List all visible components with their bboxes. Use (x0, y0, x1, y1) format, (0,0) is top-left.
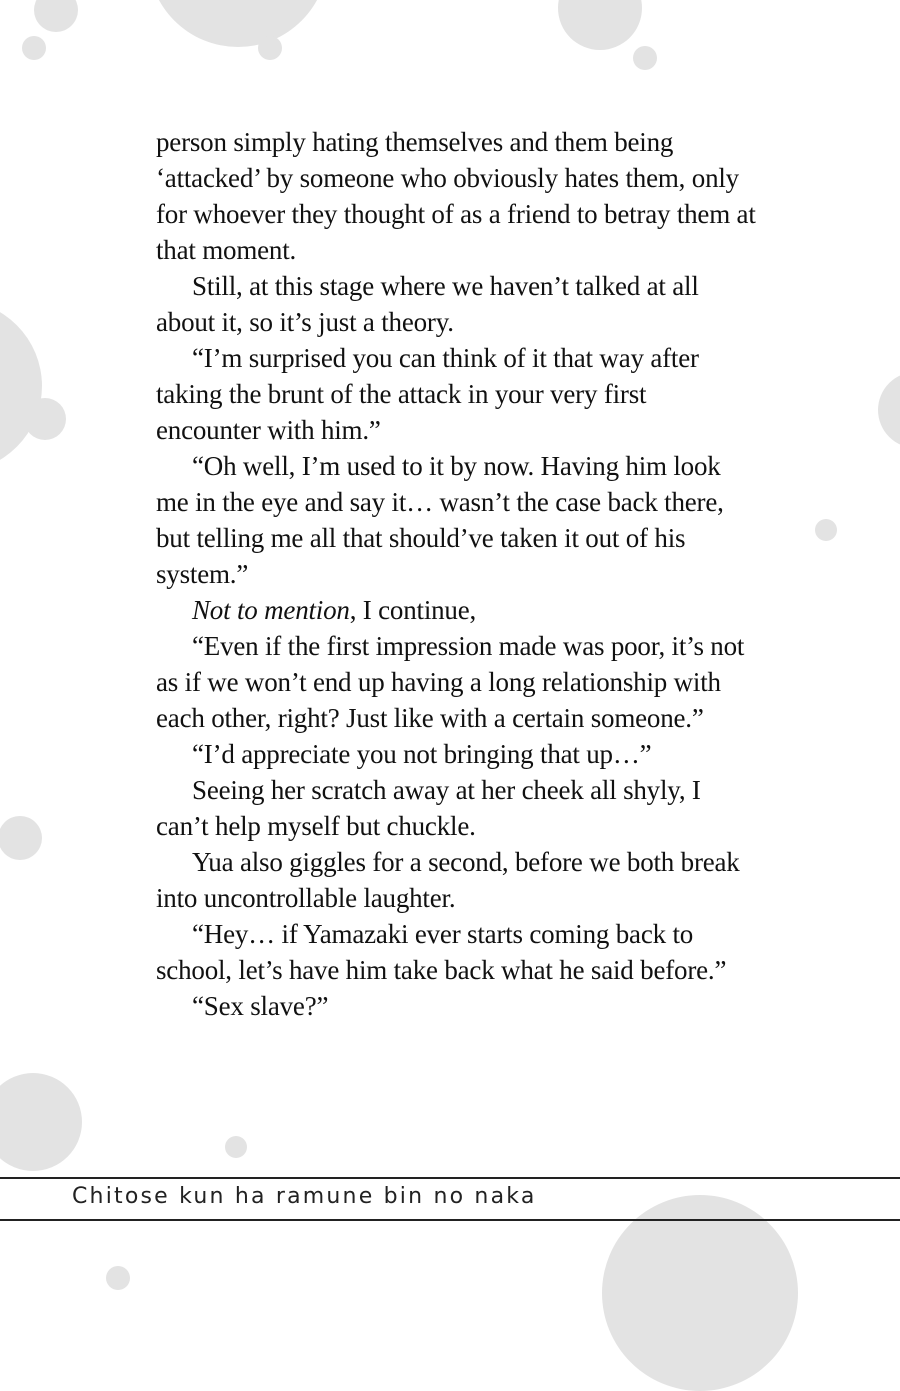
italic-phrase: Not to mention (192, 595, 350, 625)
paragraph: Still, at this stage where we haven’t talked at all about it, so it’s just a theory. (156, 271, 699, 337)
paragraph: person simply hating themselves and them being ‘attacked’ by someone who obviously hates them, only for whoever they thought of as a friend to betray them at that moment. (156, 127, 756, 265)
paragraph: “Even if the first impression made was poor, it’s not as if we won’t end up having a long relationship with each other, right? Just like with a certain someone.” (156, 631, 745, 733)
paragraph: “Hey… if Yamazaki ever starts coming back to school, let’s have him take back what he said before.” (156, 919, 727, 985)
footer-title: Chitose kun ha ramune bin no naka (72, 1184, 537, 1209)
paragraph (156, 592, 756, 628)
decorative-circle (24, 398, 66, 440)
decorative-circle (225, 1136, 247, 1158)
page-text (156, 124, 756, 1024)
footer-top-rule (0, 1177, 900, 1179)
decorative-circle (0, 1073, 82, 1171)
decorative-circle (0, 816, 42, 860)
paragraph-rest: , I continue, (349, 595, 477, 625)
paragraph: “I’m surprised you can think of it that way after taking the brunt of the attack in your very first encounter with him.” (156, 343, 699, 445)
footer-bottom-rule (0, 1219, 900, 1221)
decorative-circle (633, 46, 657, 70)
decorative-circle (148, 0, 328, 47)
decorative-circle (558, 0, 642, 50)
decorative-circle (815, 519, 837, 541)
decorative-circle (0, 300, 42, 472)
decorative-circle (602, 1195, 798, 1391)
paragraph: “Oh well, I’m used to it by now. Having him look me in the eye and say it… wasn’t the case back there, but telling me all that should’ve taken it out of his system.” (156, 451, 724, 589)
decorative-circle (106, 1266, 130, 1290)
paragraph: “I’d appreciate you not bringing that up…” (192, 739, 652, 769)
decorative-circle (258, 36, 282, 60)
decorative-circle (22, 36, 46, 60)
paragraph: Seeing her scratch away at her cheek all shyly, I can’t help myself but chuckle. (156, 775, 701, 841)
paragraph: Yua also giggles for a second, before we both break into uncontrollable laughter. (156, 847, 740, 913)
decorative-circle (878, 372, 900, 448)
decorative-circle (34, 0, 78, 32)
paragraph: “Sex slave?” (192, 991, 329, 1021)
